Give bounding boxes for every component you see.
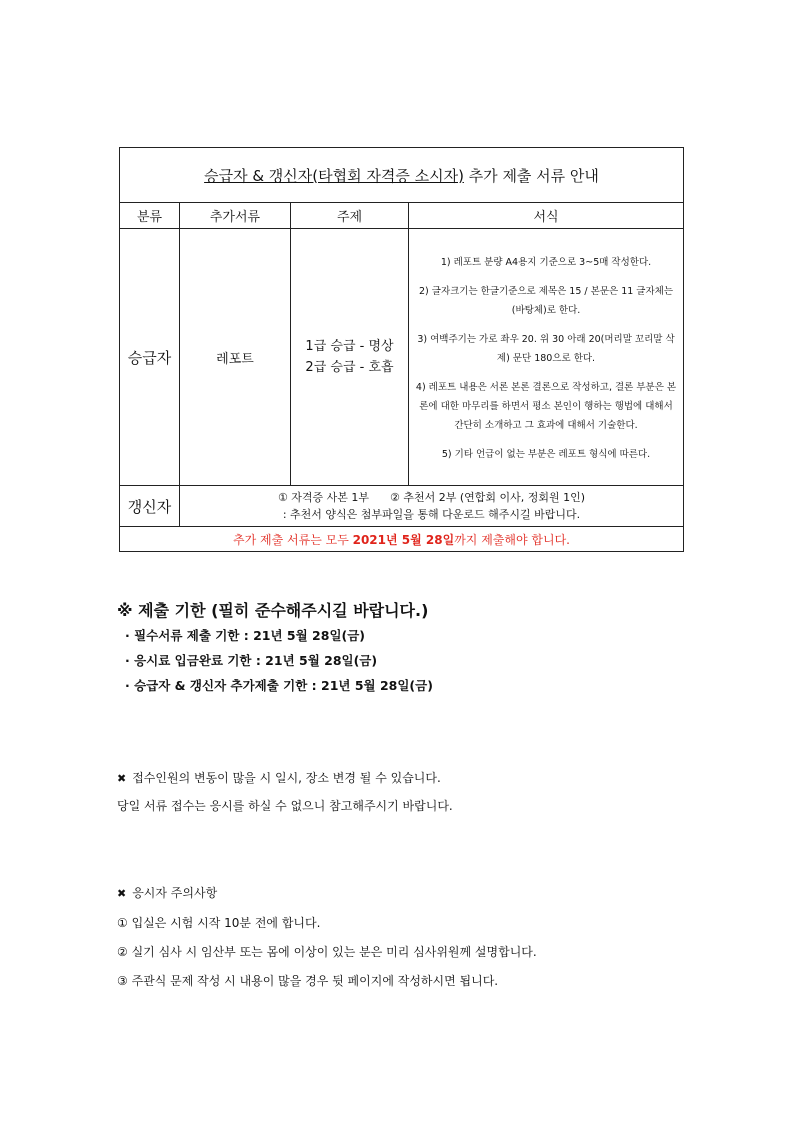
topic-item: 2급 승급 - 호흡 — [305, 360, 394, 375]
format-item: 3) 여백주기는 가로 좌우 20. 위 30 아래 20(머리말 꼬리말 삭제) 문단 180으로 한다. — [417, 333, 675, 364]
additional-documents-table — [119, 147, 684, 552]
deadline-item: · 필수서류 제출 기한 : 21년 5월 28일(금) — [125, 628, 366, 643]
header-topic: 주제 — [291, 203, 409, 229]
promotion-category: 승급자 — [120, 229, 180, 486]
header-additional-docs: 추가서류 — [180, 203, 291, 229]
precautions-title: 응시자 주의사항 — [132, 886, 218, 900]
promotion-document: 레포트 — [180, 229, 291, 486]
deadline-item: · 승급자 & 갱신자 추가제출 기한 : 21년 5월 28일(금) — [125, 678, 433, 693]
header-category: 분류 — [120, 203, 180, 229]
candidate-precautions — [117, 885, 537, 989]
format-item: 5) 기타 언급이 없는 부분은 레포트 형식에 따른다. — [441, 448, 651, 460]
precaution-item: ② 실기 심사 시 임산부 또는 몸에 이상이 있는 분은 미리 심사위원께 설명합니다. — [117, 945, 537, 959]
format-item: 2) 글자크기는 한글기준으로 제목은 15 / 본문은 11 글자체는(바탕체)로 한다. — [419, 285, 674, 316]
renewal-category: 갱신자 — [120, 486, 180, 527]
header-format: 서식 — [409, 203, 684, 229]
submission-notice: 추가 제출 서류는 모두 2021년 5월 28일까지 제출해야 합니다. — [120, 527, 684, 552]
deadline-item: · 응시료 입금완료 기한 : 21년 5월 28일(금) — [125, 653, 378, 668]
x-mark-icon: ✖ — [117, 887, 127, 900]
renewal-line-1: ① 자격증 사본 1부 ② 추천서 2부 (연합회 이사, 정회원 1인) — [277, 491, 586, 504]
format-item: 1) 레포트 분량 A4용지 기준으로 3~5매 작성한다. — [440, 256, 652, 268]
renewal-line-2: : 추천서 양식은 첨부파일을 통해 다운로드 해주시길 바랍니다. — [282, 508, 581, 521]
venue-change-note: ✖ 접수인원의 변동이 많을 시 일시, 장소 변경 될 수 있습니다. 당일 서류 접수는 응시를 하실 수 없으니 참고해주시기 바랍니다. — [117, 771, 453, 813]
promotion-format — [409, 229, 684, 486]
x-mark-icon: ✖ — [117, 772, 127, 785]
topic-item: 1급 승급 - 명상 — [305, 339, 394, 354]
precaution-item: ① 입실은 시험 시작 10분 전에 합니다. — [117, 916, 321, 930]
deadline-heading: ※ 제출 기한 (필히 준수해주시길 바랍니다.) — [117, 601, 429, 620]
precaution-item: ③ 주관식 문제 작성 시 내용이 많을 경우 뒷 페이지에 작성하시면 됩니다. — [117, 974, 499, 988]
table-title: 승급자 & 갱신자(타협회 자격증 소시자) 추가 제출 서류 안내 — [120, 148, 684, 203]
deadline-section — [117, 598, 433, 703]
format-item: 4) 레포트 내용은 서론 본론 결론으로 작성하고, 결론 부분은 본론에 대한 마무리를 하면서 평소 본인이 행하는 행법에 대해서 간단히 소개하고 그 효과에 대해서 기술한다. — [415, 381, 677, 431]
promotion-topics — [291, 229, 409, 486]
renewal-docs — [180, 486, 684, 527]
